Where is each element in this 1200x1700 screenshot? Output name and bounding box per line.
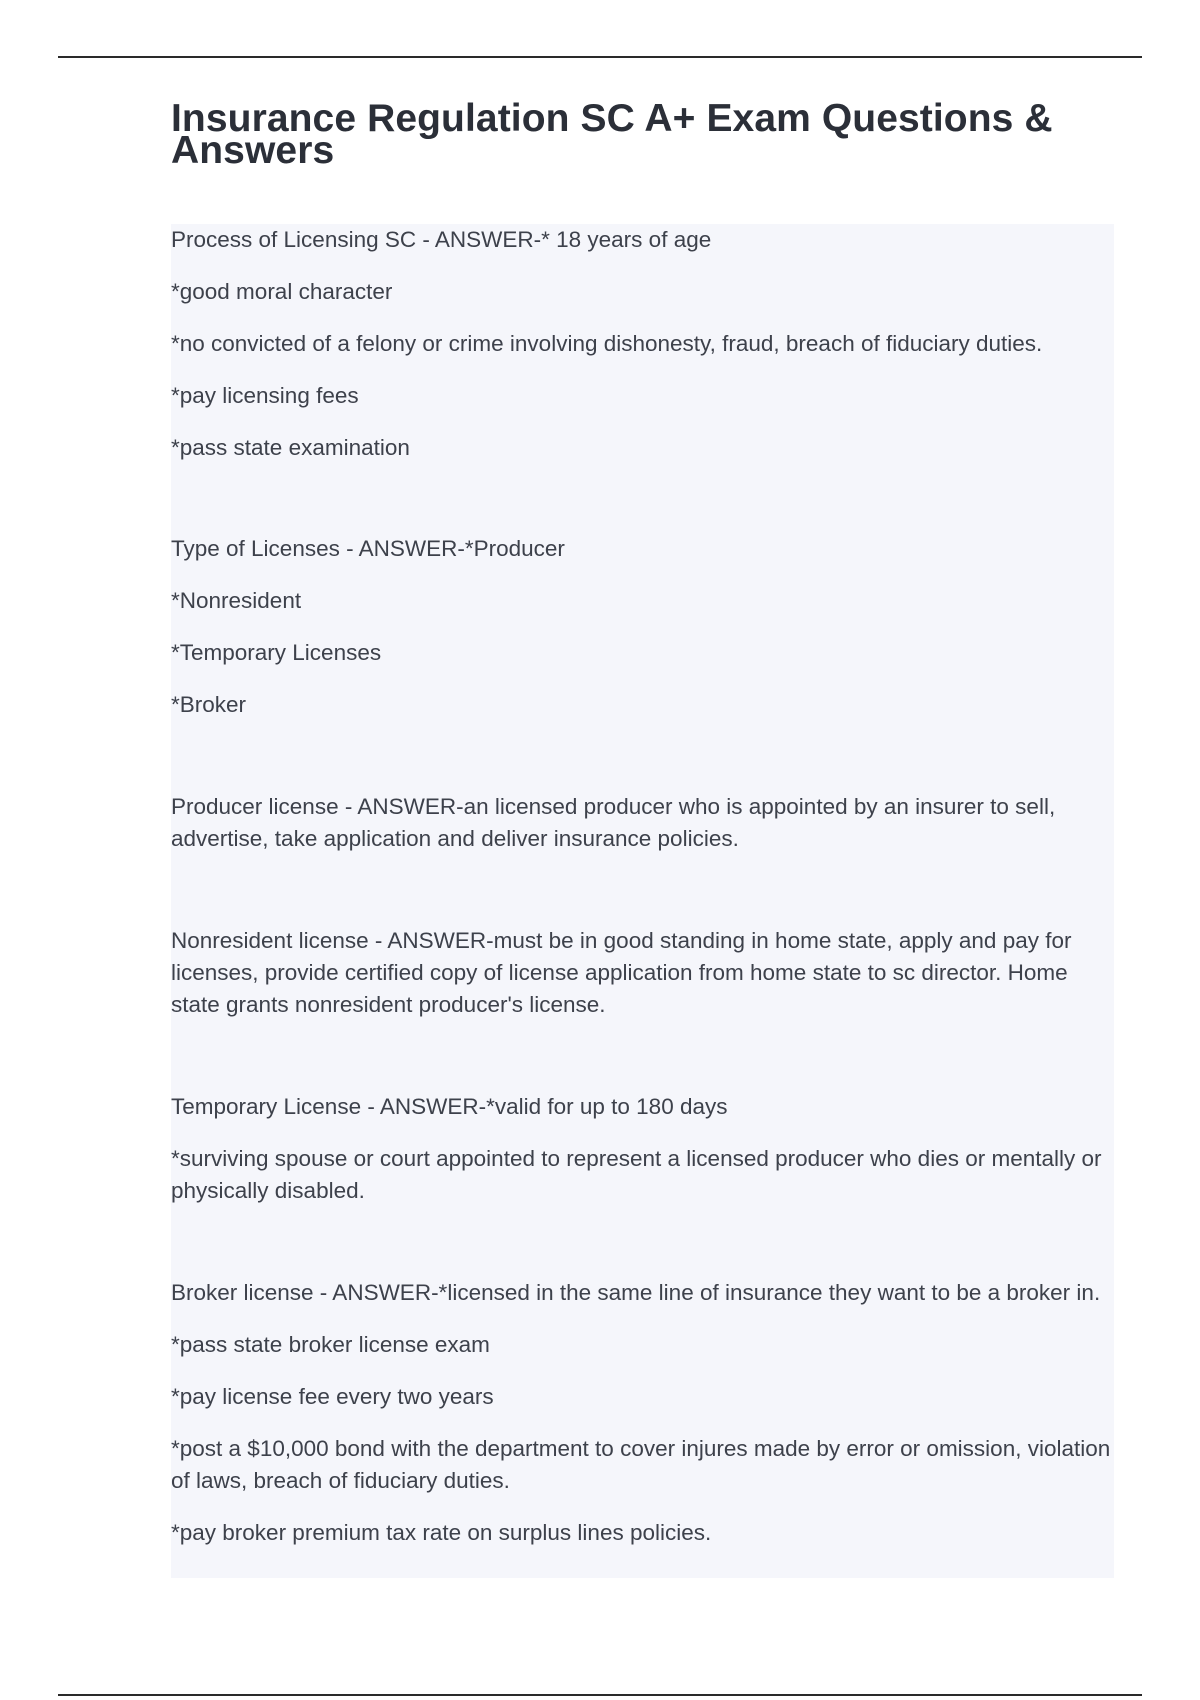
qa-entry-nonresident-license — [171, 925, 1114, 1041]
qa-paragraph: *pay broker premium tax rate on surplus lines policies. — [171, 1520, 712, 1545]
qa-paragraph: Producer license - ANSWER-an licensed producer who is appointed by an insurer to sell, advertise, take application and deliver insurance policies. — [171, 794, 1056, 851]
qa-paragraph: *good moral character — [171, 279, 393, 304]
qa-paragraph: *post a $10,000 bond with the department to cover injures made by error or omission, violation of laws, breach of fiduciary duties. — [171, 1436, 1111, 1493]
qa-entry-broker-license — [171, 1277, 1114, 1569]
header-rule — [58, 56, 1142, 58]
qa-paragraph: Process of Licensing SC - ANSWER-* 18 years of age — [171, 227, 712, 252]
qa-entry-producer-license — [171, 791, 1114, 875]
qa-paragraph: Type of Licenses - ANSWER-*Producer — [171, 536, 565, 561]
qa-entry-process-of-licensing — [171, 224, 1114, 484]
qa-entry-type-of-licenses — [171, 533, 1114, 741]
qa-paragraph: *Broker — [171, 692, 247, 717]
qa-paragraph: *Nonresident — [171, 588, 302, 613]
qa-paragraph: *Temporary Licenses — [171, 640, 382, 665]
qa-entry-temporary-license — [171, 1091, 1114, 1227]
qa-paragraph: *pass state broker license exam — [171, 1332, 490, 1357]
page-title: Insurance Regulation SC A+ Exam Questions & Answers — [171, 97, 1053, 172]
qa-paragraph: Nonresident license - ANSWER-must be in good standing in home state, apply and pay for licenses, provide certified copy of license application from home state to sc director. Home state grants nonresident producer's license. — [171, 928, 1072, 1017]
qa-paragraph: Temporary License - ANSWER-*valid for up to 180 days — [171, 1094, 728, 1119]
qa-paragraph: *pay license fee every two years — [171, 1384, 494, 1409]
footer-rule — [58, 1694, 1142, 1696]
qa-paragraph: *no convicted of a felony or crime involving dishonesty, fraud, breach of fiduciary duties. — [171, 331, 1043, 356]
qa-paragraph: *pay licensing fees — [171, 383, 359, 408]
qa-content — [171, 224, 1114, 1578]
qa-paragraph: *surviving spouse or court appointed to represent a licensed producer who dies or mentally or physically disabled. — [171, 1146, 1102, 1203]
qa-paragraph: *pass state examination — [171, 435, 410, 460]
qa-paragraph: Broker license - ANSWER-*licensed in the same line of insurance they want to be a broker in. — [171, 1280, 1101, 1305]
